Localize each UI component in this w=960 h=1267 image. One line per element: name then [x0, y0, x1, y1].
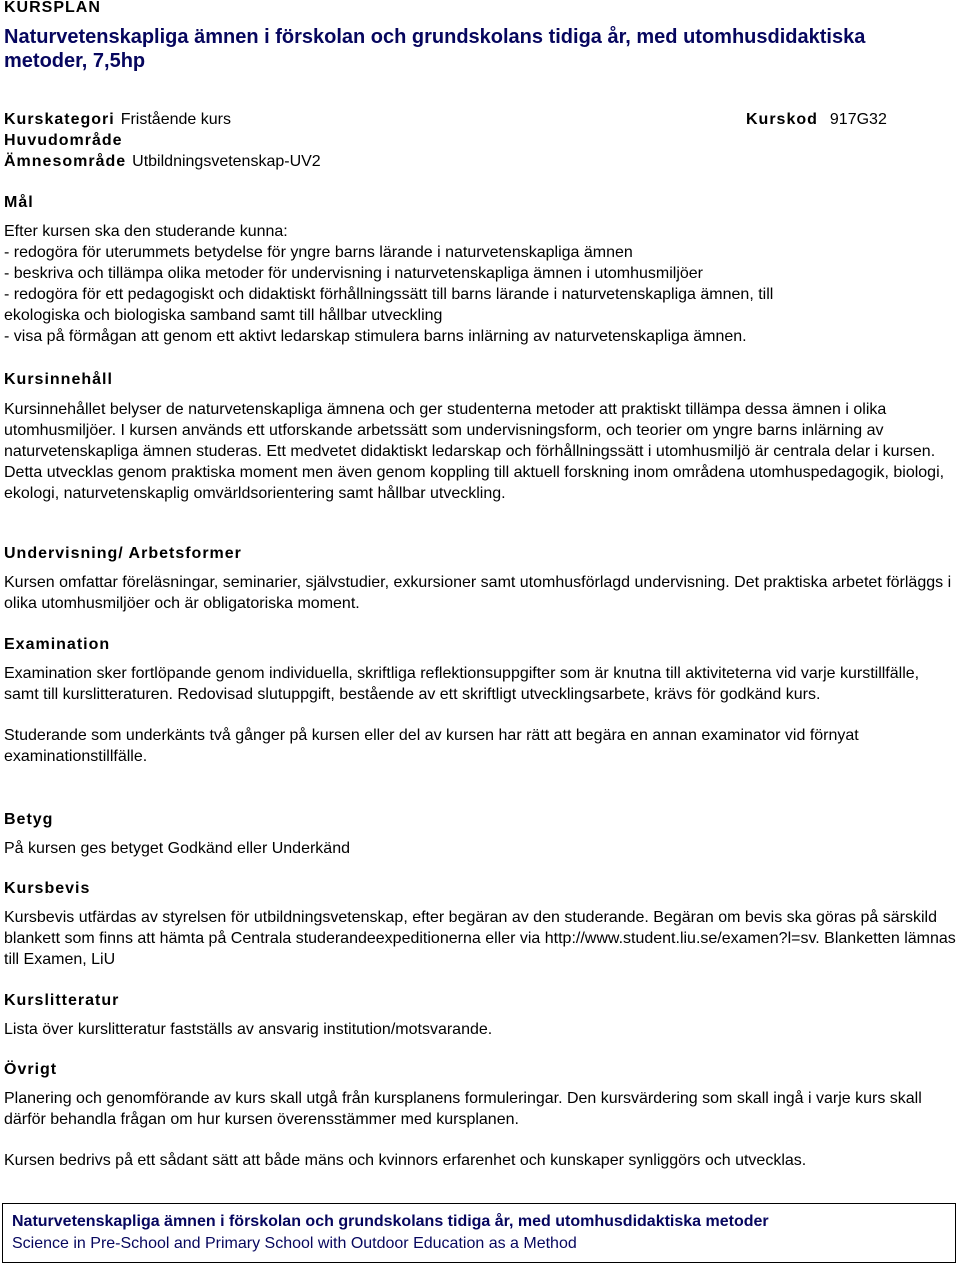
kurskategori-value: Fristående kurs — [120, 111, 231, 128]
mal-line: ekologiska och biologiska samband samt till hållbar utveckling — [4, 307, 443, 324]
examination-text-1: Examination sker fortlöpande genom individuella, skriftliga reflektionsuppgifter som är knutna till aktiviteterna vid varje kurstillfälle, samt till kurslitteraturen. Redovisad slutuppgift, bestående av ett skriftligt utvecklingsarbete, krävs för godkänd kurs. — [4, 665, 920, 703]
footer-title-box — [2, 1203, 956, 1263]
section-kurslitteratur — [4, 990, 956, 1040]
ovrigt-text-1: Planering och genomförande av kurs skall utgå från kursplanens formuleringar. Den kursvärdering som skall ingå i varje kurs skall därför behandla frågan om hur kursen överensstämmer med kursplanen. — [4, 1090, 922, 1128]
huvudomrade-label: Huvudområde — [4, 132, 123, 149]
course-title: Naturvetenskapliga ämnen i förskolan och grundskolans tidiga år, med utomhusdidaktiska metoder, 7,5hp — [4, 26, 866, 72]
mal-line: - redogöra för ett pedagogiskt och didaktiskt förhållningssätt till barns lärande i naturvetenskapliga ämnen, till — [4, 286, 774, 303]
section-heading: Övrigt — [4, 1061, 58, 1078]
footer-title-sv: Naturvetenskapliga ämnen i förskolan och grundskolans tidiga år, med utomhusdidaktiska metoder — [12, 1213, 769, 1230]
meta-kurskod — [746, 110, 887, 130]
kurskod-label: Kurskod — [746, 111, 818, 128]
betyg-text: På kursen ges betyget Godkänd eller Underkänd — [4, 840, 350, 857]
amnesomrade-value: Utbildningsvetenskap-UV2 — [132, 153, 321, 170]
meta-kurskategori — [4, 110, 231, 130]
section-heading: Kursinnehåll — [4, 371, 113, 388]
section-heading: Kurslitteratur — [4, 992, 120, 1009]
section-kursbevis — [4, 878, 956, 970]
section-mal — [4, 192, 956, 347]
meta-amnesomrade — [4, 152, 321, 172]
undervisning-text: Kursen omfattar föreläsningar, seminarier, självstudier, exkursioner samt utomhusförlagd undervisning. Det praktiska arbetet förläggs i olika utomhusmiljöer och är obligatoriska moment. — [4, 574, 952, 612]
amnesomrade-label: Ämnesområde — [4, 153, 127, 170]
kursinnehall-text: Kursinnehållet belyser de naturvetenskapliga ämnena och ger studenterna metoder att praktiskt tillämpa dessa ämnen i olika utomhusmiljöer. I kursen används ett utforskande arbetssätt som undervisningsform, och teorier om yngre barns inlärning av naturvetenskapliga ämnen studeras. Ett medvetet didaktiskt ledarskap och förhållningssätt i utomhusmiljö är centrala delar i kursen. Detta utvecklas genom praktiska moment men även genom koppling till aktuell forskning inom områdena utomhuspedagogik, biologi, ekologi, naturvetenskaplig omvärldsorientering samt hållbar utveckling. — [4, 401, 945, 502]
meta-huvudomrade — [4, 131, 123, 151]
section-ovrigt — [4, 1059, 956, 1171]
section-heading: Examination — [4, 636, 111, 653]
kursbevis-text: Kursbevis utfärdas av styrelsen för utbildningsvetenskap, efter begäran av den studerande. Begäran om bevis ska göras på särskild blankett som finns att hämta på Centrala studerandeexpeditionerna eller via http://www.student.liu.se/examen?l=sv. Blanketten lämnas till Examen, LiU — [4, 909, 956, 968]
mal-list — [4, 221, 956, 347]
ovrigt-text-2: Kursen bedrivs på ett sådant sätt att både mäns och kvinnors erfarenhet och kunskaper synliggörs och utvecklas. — [4, 1152, 807, 1169]
examination-text-2: Studerande som underkänts två gånger på kursen eller del av kursen har rätt att begära en annan examinator vid förnyat examinationstillfälle. — [4, 727, 859, 765]
section-examination — [4, 634, 956, 767]
section-betyg — [4, 809, 956, 859]
section-heading: Mål — [4, 194, 34, 211]
mal-line: - visa på förmågan att genom ett aktivt ledarskap stimulera barns inlärning av naturvetenskapliga ämnen. — [4, 328, 747, 345]
document-type-label: KURSPLAN — [4, 0, 101, 16]
footer-title-en: Science in Pre-School and Primary School with Outdoor Education as a Method — [12, 1235, 577, 1252]
section-kursinnehall — [4, 369, 956, 504]
mal-line: Efter kursen ska den studerande kunna: — [4, 223, 288, 240]
kurskategori-label: Kurskategori — [4, 111, 115, 128]
kurskod-value: 917G32 — [829, 111, 887, 128]
mal-line: - redogöra för uterummets betydelse för yngre barns lärande i naturvetenskapliga ämnen — [4, 244, 633, 261]
section-heading: Undervisning/ Arbetsformer — [4, 545, 242, 562]
section-heading: Kursbevis — [4, 880, 91, 897]
kurslitteratur-text: Lista över kurslitteratur fastställs av ansvarig institution/motsvarande. — [4, 1021, 493, 1038]
section-undervisning — [4, 543, 956, 614]
section-heading: Betyg — [4, 811, 54, 828]
mal-line: - beskriva och tillämpa olika metoder för undervisning i naturvetenskapliga ämnen i utomhusmiljöer — [4, 265, 704, 282]
